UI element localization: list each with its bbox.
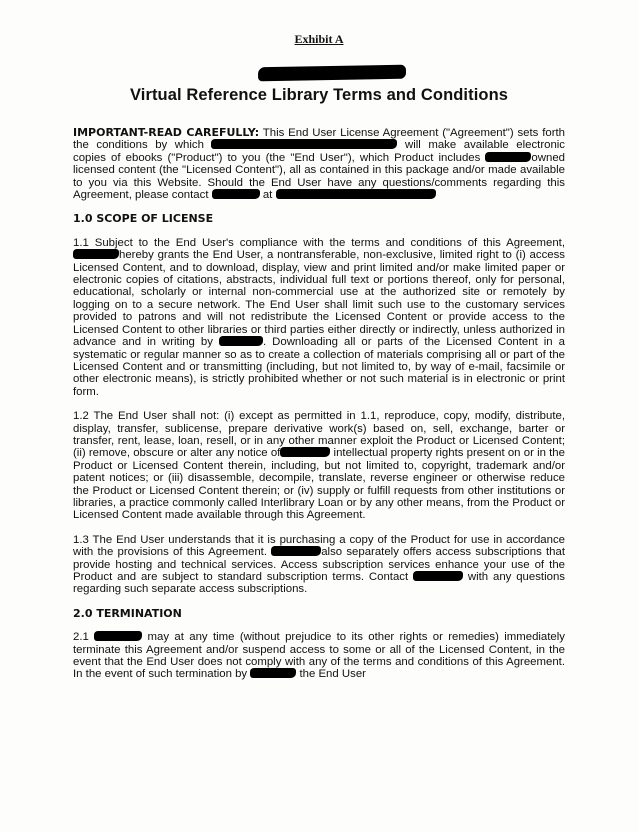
section-heading-scope: 1.0 SCOPE OF LICENSE — [73, 212, 214, 226]
redaction-block — [485, 152, 531, 162]
redaction-block — [219, 336, 263, 346]
redaction-block — [73, 249, 119, 259]
paragraph-1-2: 1.2 The End User shall not: (i) except as permitted in 1.1, reproduce, copy, modify, distribute, display, transfer, sublicense, prepare derivative work(s) based on, sell, exchange, barter or transfer, rent, lease, loan, resell, or in any other manner exploit the Product or Licensed Content; (ii) remove, obscure or alter any notice of intellectual property rights present on or in the Product or Licensed Content therein, including, but not limited to, copyright, trademark and/or patent notices; or (iii) disassemble, decompile, translate, reverse engineer or otherwise reduce the Product or Licensed Content therein; or (iv) supply or fulfill requests from other institutions or libraries, a practice commonly called Interlibrary Loan or by any other means, from the Product or Licensed Content made available through this Agreement. — [73, 410, 565, 522]
redaction-block — [212, 189, 260, 199]
intro-paragraph: IMPORTANT-READ CAREFULLY: This End User License Agreement ("Agreement") sets forth the conditions by which will make available electronic copies of ebooks ("Product") to you (the "End User"), which Product includes owned licensed content (the "Licensed Content"), all as contained in this package and/or made available to you via this Website. Should the End User have any questions/comments regarding this Agreement, please contact at — [73, 126, 566, 202]
document-body — [73, 127, 565, 693]
paragraph-1-3: 1.3 The End User understands that it is purchasing a copy of the Product for use in accordance with the provisions of this Agreement. also separately offers access subscriptions that provide hosting and technical services. Access subscription services enhance your use of the Product and are subject to standard subscription terms. Contact with any questions regarding such separate access subscriptions. — [73, 533, 566, 596]
redaction-block — [271, 546, 321, 556]
redaction-block — [211, 139, 397, 149]
paragraph-2-1: 2.1 may at any time (without prejudice to its other rights or remedies) immediately terminate this Agreement and/or suspend access to some or all of the Licensed Content, in the event that the End User does not comply with any of the terms and conditions of this Agreement. In the event of such termination by the End User — [73, 631, 565, 681]
document-title: Virtual Reference Library Terms and Conditions — [129, 86, 509, 104]
redaction-block — [413, 571, 463, 581]
redaction-block — [280, 447, 330, 457]
redaction-block — [94, 631, 142, 641]
redaction-block — [276, 189, 436, 199]
intro-lead: IMPORTANT-READ CAREFULLY: — [73, 126, 260, 139]
exhibit-label: Exhibit A — [294, 32, 344, 46]
section-heading-termination: 2.0 TERMINATION — [73, 606, 182, 620]
paragraph-1-1: 1.1 Subject to the End User's compliance with the terms and conditions of this Agreement, hereby grants the End User, a nontransferable, non-exclusive, limited right to (i) access Licensed Content, and to download, display, view and print limited and/or make limited paper or electronic copies of citations, abstracts, individual full text or portions thereof, only for personal, educational, scholarly or internal non-commercial use at the authorized site or remotely by logging on to a secure network. The End User shall limit such use to the customary services provided to patrons and will not redistribute the Licensed Content or provide access to the Licensed Content to other libraries or third parties either directly or indirectly, unless authorized in advance and in writing by . Downloading all or parts of the Licensed Content in a systematic or regular manner so as to create a collection of materials comprising all or part of the Licensed Content and or transmitting (including, but not limited to, by way of e-mail, facsimile or other electronic means), is strictly prohibited whether or not such material is in electronic or print form. — [73, 236, 565, 398]
redaction-block — [258, 65, 406, 82]
redaction-block — [250, 668, 296, 678]
